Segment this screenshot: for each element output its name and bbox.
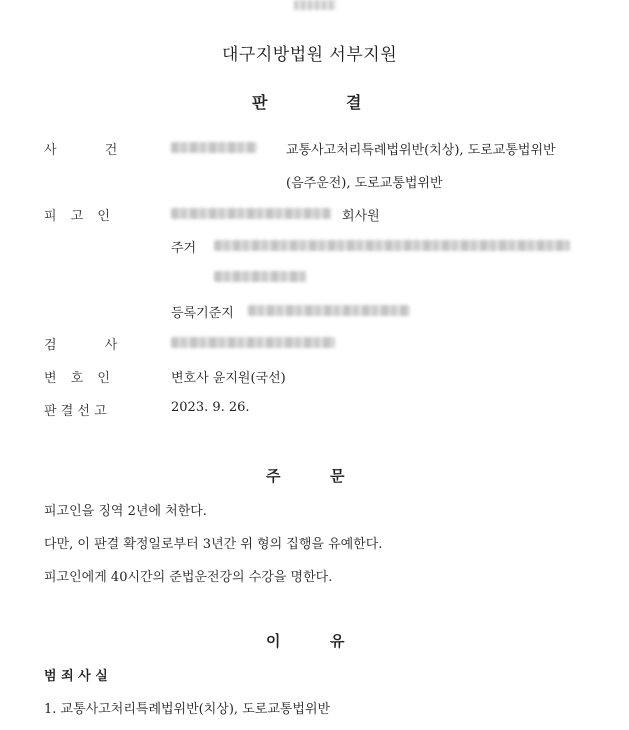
redacted-case-number xyxy=(171,142,257,153)
sentence-date-label-text: 판 결 선 고 xyxy=(44,404,107,419)
redacted-address-line2 xyxy=(214,271,306,282)
order-line-2: 다만, 이 판결 확정일로부터 3년간 위 형의 집행을 유예한다. xyxy=(44,537,383,552)
sentence-date-value: 2023. 9. 26. xyxy=(171,400,250,415)
redacted-prosecutor xyxy=(171,337,335,348)
order-line-1: 피고인을 징역 2년에 처한다. xyxy=(44,504,207,519)
address-label: 주거 xyxy=(171,241,197,256)
order-line-3: 피고인에게 40시간의 준법운전강의 수강을 명한다. xyxy=(44,570,333,585)
counsel-label-text: 변 호 인 xyxy=(44,371,110,386)
reasons-heading-left: 이 xyxy=(266,632,281,650)
document-title-left: 판 xyxy=(252,93,268,112)
case-label-text: 사 건 xyxy=(44,143,118,158)
case-name-line1: 교통사고처리특례법위반(치상), 도로교통법위반 xyxy=(286,143,556,158)
facts-title: 범 죄 사 실 xyxy=(44,669,108,684)
defendant-occupation: 회사원 xyxy=(342,209,380,224)
redacted-defendant-info xyxy=(171,208,331,219)
redacted-registration xyxy=(248,305,410,316)
reasons-heading-right: 유 xyxy=(330,632,345,650)
court-name: 대구지방법원 서부지원 xyxy=(222,45,398,65)
prosecutor-label xyxy=(44,334,117,353)
defendant-label xyxy=(44,205,110,224)
counsel-value: 변호사 윤지원(국선) xyxy=(171,371,286,386)
reasons-item-1: 1. 교통사고처리특례법위반(치상), 도로교통법위반 xyxy=(44,702,331,717)
case-name-line2: (음주운전), 도로교통법위반 xyxy=(286,176,443,191)
redacted-header-mark xyxy=(294,0,336,10)
defendant-label-text: 피 고 인 xyxy=(44,209,110,224)
sentence-date-label xyxy=(44,400,107,419)
order-heading-right: 문 xyxy=(330,467,345,485)
counsel-label xyxy=(44,367,110,386)
document-title-right: 결 xyxy=(346,93,362,112)
order-heading-left: 주 xyxy=(266,467,281,485)
prosecutor-label-text: 검 사 xyxy=(44,338,118,353)
redacted-address-line1 xyxy=(214,240,570,251)
case-label xyxy=(44,139,117,158)
registration-label: 등록기준지 xyxy=(171,306,234,321)
